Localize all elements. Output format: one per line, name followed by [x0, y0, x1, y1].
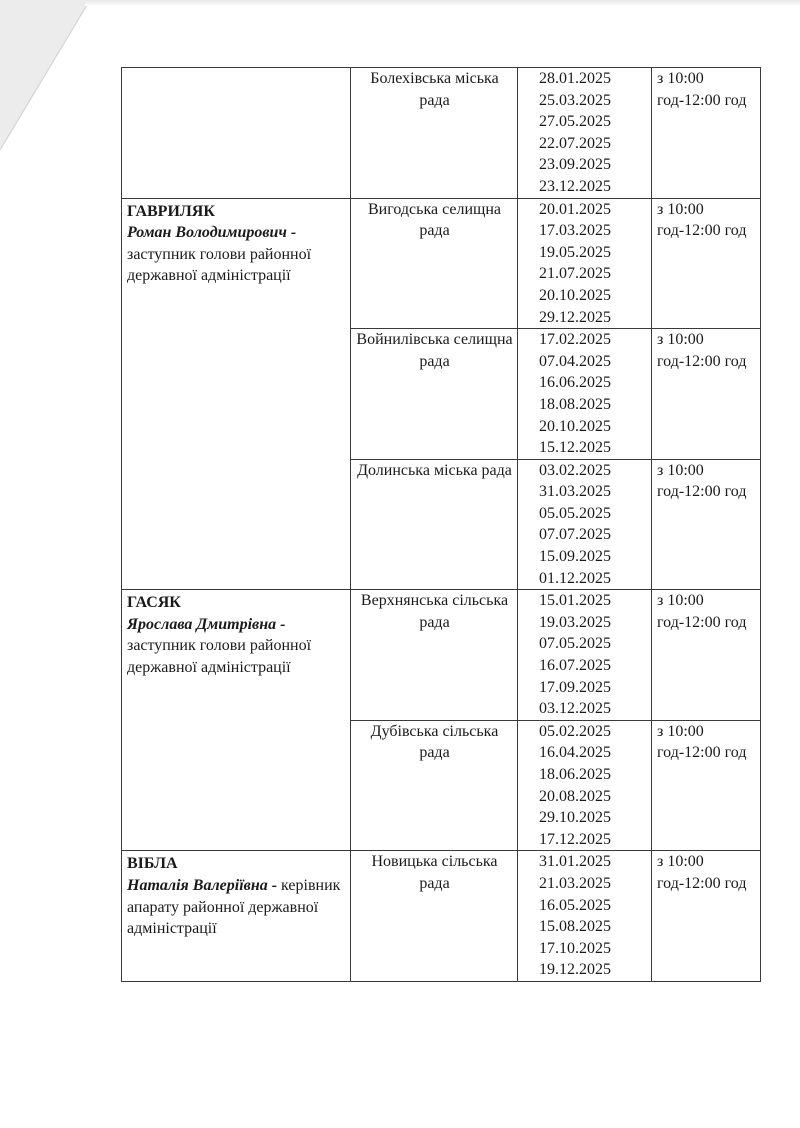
council-cell	[351, 851, 518, 982]
dates-cell	[518, 851, 652, 982]
date-item: 17.03.2025	[539, 222, 611, 240]
date-item: 18.08.2025	[539, 395, 611, 413]
date-item: 16.06.2025	[539, 374, 611, 392]
time-cell	[652, 590, 761, 721]
date-item: 05.02.2025	[539, 722, 611, 740]
date-item: 15.12.2025	[539, 439, 611, 457]
table-row	[122, 851, 761, 982]
council-name: Долинська міська рада	[357, 461, 512, 479]
official-cell	[122, 851, 351, 982]
reception-time: з 10:00 год-12:00 год	[657, 853, 747, 892]
council-cell	[351, 459, 518, 590]
date-item: 28.01.2025	[539, 70, 611, 87]
date-item: 15.09.2025	[539, 548, 611, 566]
official-cell-empty	[122, 68, 351, 199]
time-cell	[652, 329, 761, 460]
date-item: 07.04.2025	[539, 352, 611, 370]
council-cell	[351, 590, 518, 721]
council-name: Дубівська сільська рада	[370, 722, 499, 762]
date-item: 20.10.2025	[539, 417, 611, 435]
official-cell	[122, 590, 351, 851]
dates-cell	[518, 720, 652, 851]
date-item: 25.03.2025	[539, 91, 611, 109]
council-name: Верхнянська сільська рада	[360, 592, 509, 631]
reception-schedule-table	[121, 67, 761, 982]
council-name: Новицька сільська рада	[371, 853, 498, 892]
council-name: Вигодська селищна рада	[367, 200, 502, 240]
reception-time: з 10:00 год-12:00 год	[657, 592, 747, 631]
official-position: керівник апарату районної державної адміністрації	[127, 876, 341, 938]
date-item: 18.06.2025	[539, 766, 611, 783]
date-item: 07.07.2025	[539, 526, 611, 544]
official-surname: ВІБЛА	[127, 855, 178, 873]
council-cell	[351, 720, 518, 851]
date-item: 20.01.2025	[539, 200, 611, 218]
table-row	[122, 68, 761, 199]
council-cell	[351, 198, 518, 329]
official-position: заступник голови районної державної адміністрації	[127, 637, 312, 677]
date-item: 07.05.2025	[539, 635, 611, 653]
official-cell	[122, 198, 351, 590]
official-fullname: Наталія Валеріївна -	[127, 876, 278, 894]
date-item: 16.07.2025	[539, 657, 611, 675]
time-cell	[652, 851, 761, 982]
date-item: 03.12.2025	[539, 700, 611, 718]
date-item: 17.02.2025	[539, 331, 611, 349]
official-fullname: Ярослава Дмитрівна -	[127, 615, 286, 633]
date-item: 31.01.2025	[539, 853, 611, 871]
dates-cell	[518, 590, 652, 721]
date-item: 17.12.2025	[539, 830, 611, 848]
date-item: 29.10.2025	[539, 809, 611, 827]
time-cell	[652, 459, 761, 590]
date-item: 17.10.2025	[539, 939, 611, 957]
date-item: 29.12.2025	[539, 308, 611, 326]
scan-edge-shadow	[85, 0, 800, 6]
date-item: 01.12.2025	[539, 569, 611, 587]
council-cell	[351, 329, 518, 460]
reception-time: з 10:00 год-12:00 год	[657, 70, 747, 109]
date-item: 23.12.2025	[539, 177, 611, 195]
date-item: 16.04.2025	[539, 744, 611, 762]
table-row	[122, 590, 761, 721]
official-surname: ГАСЯК	[127, 594, 181, 612]
council-name: Войнилівська селищна рада	[356, 331, 513, 370]
date-item: 31.03.2025	[539, 483, 611, 501]
date-item: 20.08.2025	[539, 787, 611, 805]
reception-time: з 10:00 год-12:00 год	[657, 461, 747, 501]
reception-time: з 10:00 год-12:00 год	[657, 722, 747, 762]
table-row	[122, 198, 761, 329]
date-item: 20.10.2025	[539, 286, 611, 304]
date-item: 21.03.2025	[539, 874, 611, 892]
date-item: 17.09.2025	[539, 678, 611, 696]
official-position: заступник голови районної державної адміністрації	[127, 245, 312, 285]
dates-cell	[518, 198, 652, 329]
date-item: 19.05.2025	[539, 243, 611, 261]
date-item: 15.01.2025	[539, 592, 611, 610]
date-item: 23.09.2025	[539, 156, 611, 174]
date-item: 22.07.2025	[539, 134, 611, 152]
time-cell	[652, 720, 761, 851]
reception-time: з 10:00 год-12:00 год	[657, 200, 747, 240]
time-cell	[652, 198, 761, 329]
date-item: 16.05.2025	[539, 896, 611, 914]
reception-time: з 10:00 год-12:00 год	[657, 331, 747, 370]
date-item: 27.05.2025	[539, 113, 611, 131]
page-fold-shadow	[0, 0, 110, 150]
official-surname: ГАВРИЛЯК	[127, 202, 215, 220]
date-item: 03.02.2025	[539, 461, 611, 479]
dates-cell	[518, 329, 652, 460]
official-fullname: Роман Володимирович -	[127, 224, 297, 242]
time-cell	[652, 68, 761, 199]
date-item: 19.12.2025	[539, 961, 611, 979]
date-item: 05.05.2025	[539, 504, 611, 522]
date-item: 19.03.2025	[539, 613, 611, 631]
date-item: 21.07.2025	[539, 265, 611, 283]
dates-cell	[518, 68, 652, 199]
council-name: Болехівська міська рада	[370, 70, 499, 109]
council-cell	[351, 68, 518, 199]
dates-cell	[518, 459, 652, 590]
date-item: 15.08.2025	[539, 918, 611, 936]
